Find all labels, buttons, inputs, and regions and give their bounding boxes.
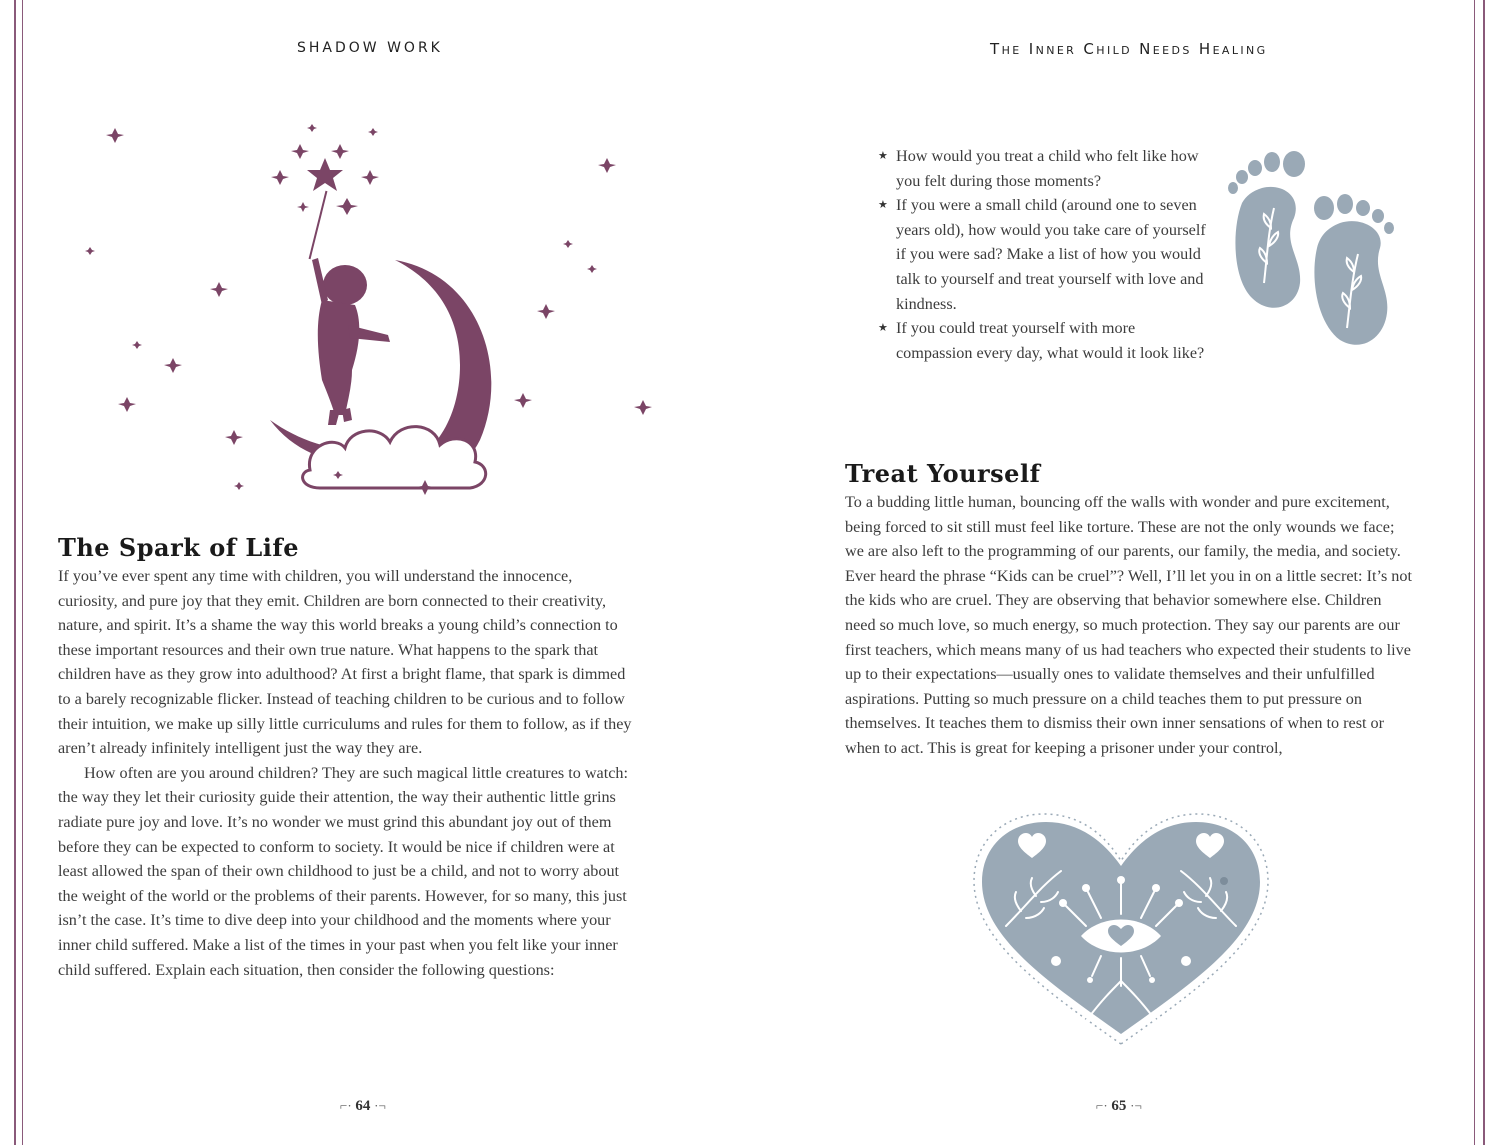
star-bullet-icon: ★: [878, 322, 888, 335]
baby-feet-illustration: [1222, 148, 1402, 353]
folio-ornament-left-icon: ⌐·: [1096, 1098, 1108, 1113]
heart-eye-illustration: [966, 806, 1276, 1051]
question-item: ★ If you were a small child (around one to seven years old), how would you take care of yourself if you were sad? Make a list of how you would talk to yourself and treat yourself with love and kindness.: [878, 193, 1208, 316]
star-bullet-icon: ★: [878, 150, 888, 162]
question-item: ★ How would you treat a child who felt like how you felt during those moments?: [878, 144, 1208, 193]
star-bullet-icon: ★: [878, 199, 888, 212]
question-item: ★ If you could treat yourself with more compassion every day, what would it look like?: [878, 316, 1208, 365]
left-paragraph-1: If you’ve ever spent any time with children, you will understand the innocence, curiosity, and pure joy that they emit. Children are born connected to their creativity, nature, and spirit. It’s a shame the way this world breaks a young child’s connection to these important resources and their own true nature. What happens to the spark that children have as they grow into adulthood? At first a bright flame, that spark is dimmed to a barely recognizable flicker. Instead of teaching children to be curious and to follow their intuition, we make up silly little curriculums and rules for them to follow, as if they aren’t already infinitely intelligent just the way they are.: [58, 567, 632, 758]
left-paragraph-2: How often are you around children? They are such magical little creatures to watch: the way they let their curiosity guide their attention, the way their authentic little grins radiate pure joy and love. It’s no wonder we must grind this abundant joy out of them before they can be expected to conform to society. It would be nice if children were at least allowed the span of their own childhood to just be a child, and not to worry about the weight of the world or the problems of their parents. However, for so many, this just isn’t the case. It’s time to dive deep into your childhood and the moments where your inner child suffered. Make a list of the times in your past when you felt like your inner child suffered. Explain each situation, then consider the following questions:: [58, 763, 629, 979]
right-paragraph: To a budding little human, bouncing off the walls with wonder and pure excitement, being forced to sit still must feel like torture. These are not the only wounds we face; we are also left to the programming of our parents, our family, the media, and society. Ever heard the phrase “Kids can be cruel”? Well, I’ll let you in on a little secret: It’s not the kids who are cruel. They are observing that behavior somewhere else. Children need so much love, so much energy, so much protection. They say our parents are our first teachers, which means many of us had teachers who expected their students to live up to their expectations—usually ones to validate themselves and their unfulfilled aspirations. Putting so much pressure on a child teaches them to put pressure on themselves. It teaches them to dismiss their own inner sensations of when to rest or when to act. This is great for keeping a prisoner under your control,: [845, 493, 1412, 757]
folio-ornament-left-icon: ⌐·: [340, 1098, 352, 1113]
right-body-text: [845, 490, 1413, 761]
right-running-head: The Inner Child Needs Healing: [990, 40, 1268, 58]
right-page-border: [1483, 0, 1485, 1145]
right-page-border-inner: [1474, 0, 1475, 1145]
left-page-number-value: 64: [355, 1098, 371, 1114]
left-page-number: [340, 1098, 386, 1115]
right-section-heading: Treat Yourself: [845, 459, 1041, 488]
folio-ornament-right-icon: ·¬: [1130, 1098, 1142, 1113]
folio-ornament-right-icon: ·¬: [374, 1098, 386, 1113]
left-page-border-inner: [22, 0, 23, 1145]
child-on-moon-illustration: [60, 110, 680, 510]
right-page-number: [1096, 1098, 1142, 1115]
left-body-text: [58, 564, 634, 982]
question-list: [878, 144, 1208, 365]
left-section-heading: The Spark of Life: [58, 533, 299, 562]
left-running-head: SHADOW WORK: [297, 40, 443, 56]
left-page-border: [14, 0, 16, 1145]
right-page-number-value: 65: [1111, 1098, 1127, 1114]
